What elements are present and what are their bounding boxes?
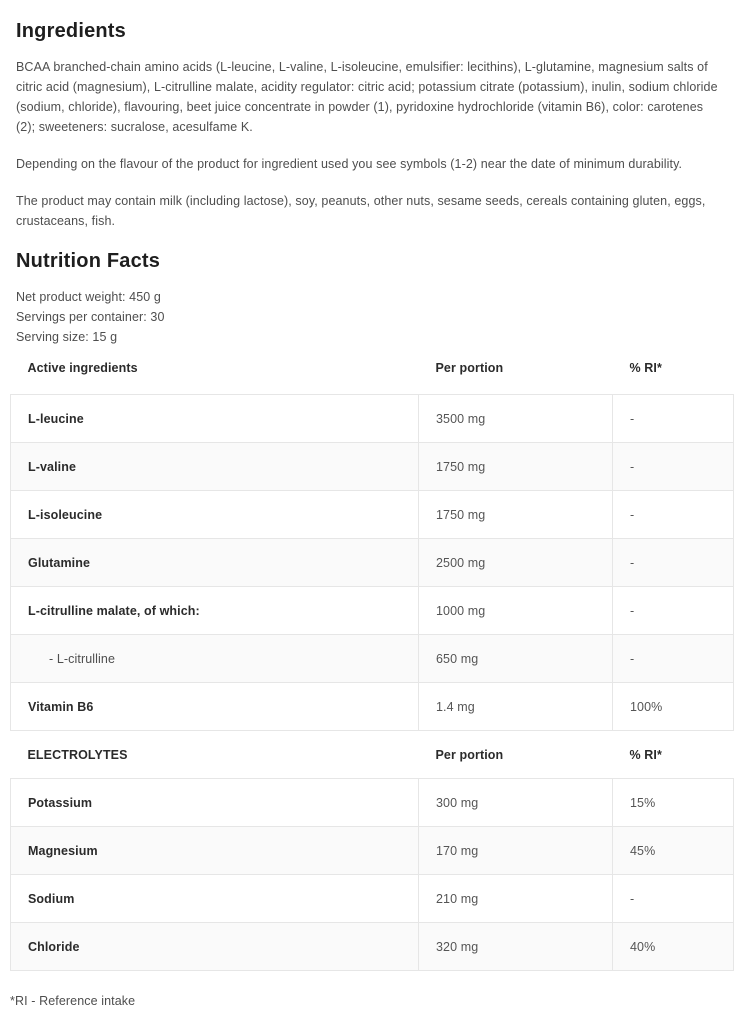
per-portion-value: 320 mg xyxy=(419,923,613,971)
column-header: Active ingredients xyxy=(27,361,138,375)
ingredient-label: L-isoleucine xyxy=(11,491,419,539)
ri-percent-value: 100% xyxy=(613,683,734,731)
table-row xyxy=(11,635,734,683)
table-row xyxy=(11,923,734,971)
ingredient-label: Magnesium xyxy=(11,827,419,875)
active-ingredients-table xyxy=(10,347,734,731)
serving-info-block xyxy=(16,287,724,347)
ingredient-label: L-leucine xyxy=(11,395,419,443)
nutrition-facts-title: Nutrition Facts xyxy=(16,250,161,272)
per-portion-value: 300 mg xyxy=(419,779,613,827)
ingredients-composition-text: BCAA branched-chain amino acids (L-leucine, L-valine, L-isoleucine, emulsifier: lecithins), L-glutamine, magnesium salts of citric acid (magnesium), L-citrulline malate, acidity regulator: citric acid; potassium citrate (potassium), inulin, sodium chloride (sodium, chloride), flavouring, beet juice concentrate in powder (1), pyridoxine hydrochloride (vitamin B6), color: carotenes (2); sweeteners: sucralose, acesulfame K. xyxy=(16,60,718,134)
net-product-weight: Net product weight: 450 g xyxy=(16,290,161,304)
table-row xyxy=(11,683,734,731)
per-portion-value: 650 mg xyxy=(419,635,613,683)
table-row xyxy=(11,539,734,587)
per-portion-value: 210 mg xyxy=(419,875,613,923)
per-portion-value: 1.4 mg xyxy=(419,683,613,731)
nutrition-facts-section xyxy=(10,248,724,1011)
ingredient-label: Vitamin B6 xyxy=(11,683,419,731)
column-header: Per portion xyxy=(435,361,504,375)
per-portion-value: 3500 mg xyxy=(419,395,613,443)
ri-percent-value: 15% xyxy=(613,779,734,827)
column-header: ELECTROLYTES xyxy=(27,748,128,762)
flavour-symbols-note: Depending on the flavour of the product for ingredient used you see symbols (1-2) near the date of minimum durability. xyxy=(16,157,683,171)
per-portion-value: 1750 mg xyxy=(419,443,613,491)
ri-percent-value: 45% xyxy=(613,827,734,875)
ingredient-label: L-valine xyxy=(11,443,419,491)
ingredient-label: Sodium xyxy=(11,875,419,923)
table-row xyxy=(11,395,734,443)
ingredient-label: - L-citrulline xyxy=(11,635,419,683)
column-header: Per portion xyxy=(435,748,504,762)
allergen-warning-text: The product may contain milk (including lactose), soy, peanuts, other nuts, sesame seeds, cereals containing gluten, eggs, crustaceans, fish. xyxy=(16,194,706,228)
servings-per-container: Servings per container: 30 xyxy=(16,310,165,324)
table-row xyxy=(11,491,734,539)
ri-percent-value: - xyxy=(613,443,734,491)
electrolytes-table xyxy=(10,731,734,971)
ingredient-label: L-citrulline malate, of which: xyxy=(11,587,419,635)
table-row xyxy=(11,587,734,635)
ingredients-section xyxy=(16,18,724,231)
ingredient-label: Chloride xyxy=(11,923,419,971)
column-header: % RI* xyxy=(629,361,662,375)
per-portion-value: 1750 mg xyxy=(419,491,613,539)
ri-percent-value: - xyxy=(613,635,734,683)
ingredients-title: Ingredients xyxy=(16,20,126,42)
ingredient-label: Potassium xyxy=(11,779,419,827)
table-row xyxy=(11,779,734,827)
ri-percent-value: - xyxy=(613,539,734,587)
ingredient-label: Glutamine xyxy=(11,539,419,587)
ri-percent-value: - xyxy=(613,395,734,443)
per-portion-value: 1000 mg xyxy=(419,587,613,635)
reference-intake-footnote: *RI - Reference intake xyxy=(10,994,136,1008)
ri-percent-value: - xyxy=(613,587,734,635)
column-header: % RI* xyxy=(629,748,662,762)
per-portion-value: 2500 mg xyxy=(419,539,613,587)
table-row xyxy=(11,875,734,923)
table-row xyxy=(11,827,734,875)
per-portion-value: 170 mg xyxy=(419,827,613,875)
ri-percent-value: - xyxy=(613,875,734,923)
table-header-row xyxy=(11,731,734,779)
table-header-row xyxy=(11,347,734,395)
ri-percent-value: 40% xyxy=(613,923,734,971)
ri-percent-value: - xyxy=(613,491,734,539)
serving-size: Serving size: 15 g xyxy=(16,330,118,344)
table-row xyxy=(11,443,734,491)
